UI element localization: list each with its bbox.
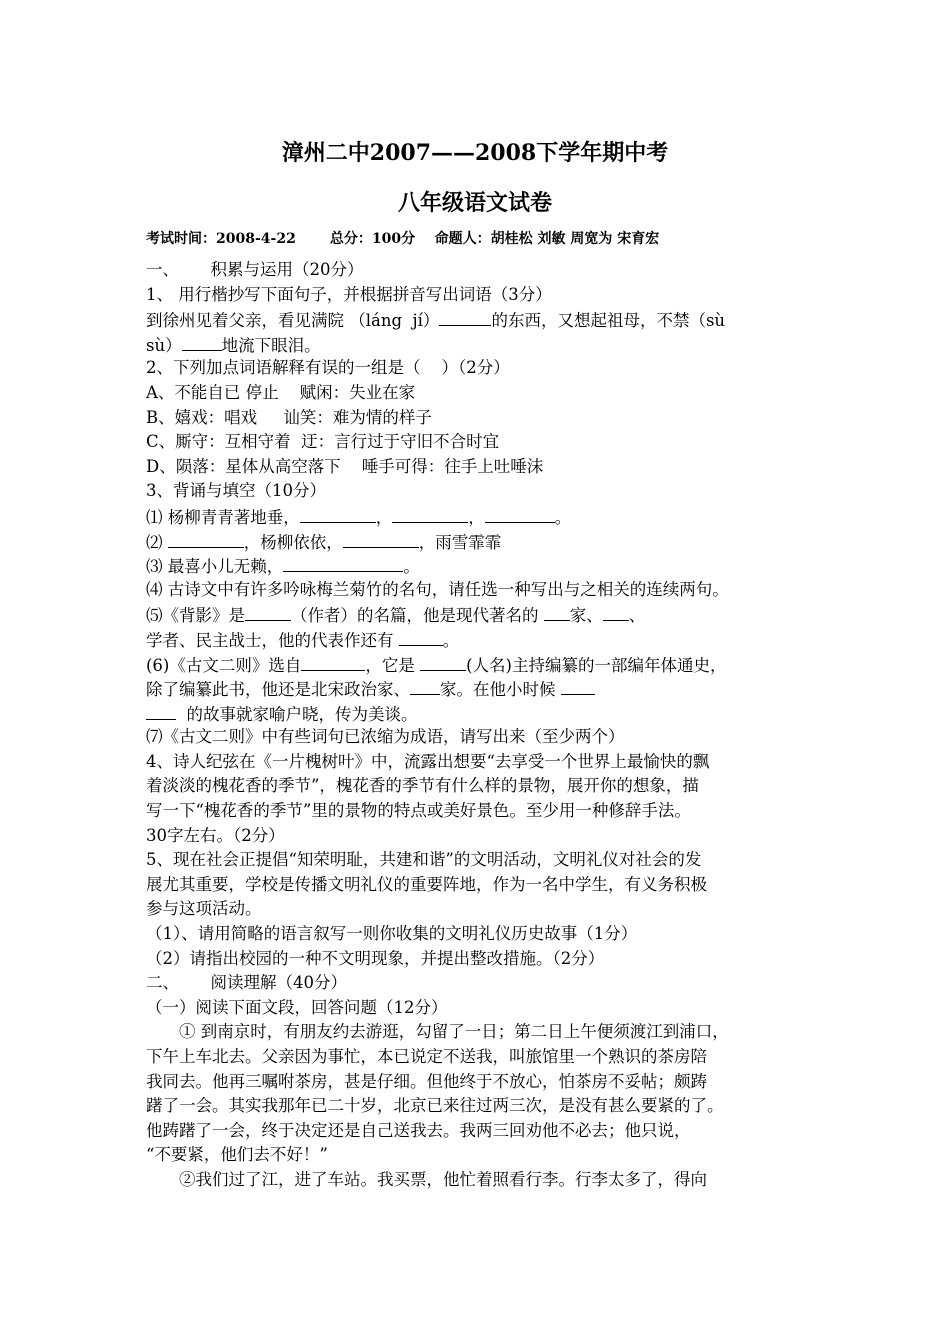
question-3-6 bbox=[146, 652, 826, 677]
passage-line: ②我们过了江，进了车站。我买票，他忙着照看行李。行李太多了，得向 bbox=[179, 1169, 707, 1189]
passage-line: 我同去。他再三嘱咐茶房，甚是仔细。但他终于不放心，怕茶房不妥帖；颇踌 bbox=[146, 1071, 707, 1091]
answer-blank[interactable] bbox=[603, 602, 629, 621]
question-5-text: 展尤其重要，学校是传播文明礼仪的重要阵地，作为一名中学生，有义务积极 bbox=[146, 874, 707, 894]
question-3: 3、背诵与填空（10分） bbox=[146, 481, 326, 501]
exam-subtitle: 八年级语文试卷 bbox=[397, 190, 552, 216]
option-b: B、嬉戏：唱戏 讪笑：难为情的样子 bbox=[146, 407, 432, 427]
text-span: 到徐州见着父亲，看见满院 （láng jí） bbox=[146, 311, 440, 331]
answer-blank[interactable] bbox=[439, 307, 491, 326]
option-a: A、不能自已 停止 赋闲：失业在家 bbox=[146, 382, 416, 402]
question-5-text: 参与这项活动。 bbox=[146, 899, 262, 919]
section-heading: 二、 阅读理解（40分） bbox=[146, 973, 347, 993]
exam-title: 漳州二中2007——2008下学年期中考 bbox=[281, 140, 669, 166]
question-5-1: （1）、请用简略的语言叙写一则你收集的文明礼仪历史故事（1分） bbox=[146, 924, 638, 944]
text-span: 。 bbox=[554, 507, 572, 527]
passage-line: 躇了一会。其实我那年已二十岁，北京已来往过两三次，是没有甚么要紧的了。 bbox=[146, 1096, 724, 1116]
text-span: 除了编纂此书，他还是北宋政治家、 bbox=[146, 680, 410, 700]
question-3-6-cont bbox=[146, 676, 826, 701]
question-1-text bbox=[146, 307, 826, 332]
answer-blank[interactable] bbox=[420, 652, 466, 671]
text-span: sù） bbox=[146, 335, 182, 355]
text-span: ，杨柳依依， bbox=[243, 532, 343, 552]
text-span: （作者）的名篇，他是现代著名的 bbox=[291, 606, 544, 626]
answer-blank[interactable] bbox=[561, 676, 595, 695]
text-span: 地流下眼泪。 bbox=[221, 335, 321, 355]
text-span: 的故事就家喻户晓，传为美谈。 bbox=[176, 704, 418, 724]
text-span: (6)《古文二则》选自 bbox=[146, 655, 302, 675]
question-3-6-cont bbox=[146, 701, 826, 726]
text-span: ，它是 bbox=[365, 655, 421, 675]
passage-line: “不要紧，他们去不好！” bbox=[146, 1145, 328, 1165]
question-5: 5、现在社会正提倡“知荣明耻，共建和谐”的文明活动，文明礼仪对社会的发 bbox=[146, 850, 702, 870]
question-3-5-cont bbox=[146, 627, 826, 652]
text-span: ⑵ bbox=[146, 532, 168, 552]
exam-body bbox=[146, 258, 826, 1193]
option-c: C、厮守：互相守着 迂：言行过于守旧不合时宜 bbox=[146, 432, 500, 452]
question-5-2: （2）请指出校园的一种不文明现象，并提出整改措施。（2分） bbox=[146, 948, 605, 968]
text-span: 家、 bbox=[569, 606, 603, 626]
text-span: (人名)主持编纂的一部编年体通史， bbox=[466, 655, 727, 675]
answer-blank[interactable] bbox=[182, 332, 222, 351]
question-4-text: 写一下“槐花香的季节”里的景物的特点或美好景色。至少用一种修辞手法。 bbox=[146, 801, 691, 821]
answer-blank[interactable] bbox=[168, 529, 244, 548]
question-2: 2、下列加点词语解释有误的一组是（ ）（2分） bbox=[146, 358, 510, 378]
option-d: D、陨落：星体从高空落下 唾手可得：往手上吐唾沫 bbox=[146, 456, 544, 476]
text-span: 、 bbox=[628, 606, 646, 626]
question-1-text bbox=[146, 332, 826, 357]
text-span: 。 bbox=[442, 630, 460, 650]
question-3-3 bbox=[146, 553, 826, 578]
answer-blank[interactable] bbox=[399, 627, 443, 646]
answer-blank[interactable] bbox=[300, 504, 376, 523]
text-span: 的东西，又想起祖母，不禁（sù bbox=[491, 311, 726, 331]
exam-meta: 考试时间：2008-4-22 总分：100分 命题人：胡桂松 刘敏 周宽为 宋育宏 bbox=[146, 231, 660, 247]
passage-line: ① 到南京时，有朋友约去游逛，勾留了一日；第二日上午便须渡江到浦口， bbox=[179, 1022, 729, 1042]
question-3-2 bbox=[146, 529, 826, 554]
question-3-5 bbox=[146, 602, 826, 627]
text-span: ⑴ 杨柳青青著地垂， bbox=[146, 507, 300, 527]
question-3-4: ⑷ 古诗文中有许多吟咏梅兰菊竹的名句，请任选一种写出与之相关的连续两句。 bbox=[146, 579, 729, 599]
question-4-text: 着淡淡的槐花香的季节”，槐花香的季节有什么样的景物，展开你的想象，描 bbox=[146, 776, 699, 796]
answer-blank[interactable] bbox=[392, 504, 468, 523]
text-span: ⑸《背影》是 bbox=[146, 606, 245, 626]
reading-heading: （一）阅读下面文段，回答问题（12分） bbox=[146, 997, 448, 1017]
text-span: 学者、民主战士，他的代表作还有 bbox=[146, 630, 399, 650]
answer-blank[interactable] bbox=[343, 529, 419, 548]
question-4: 4、诗人纪弦在《一片槐树叶》中，流露出想要“去享受一个世界上最愉快的飘 bbox=[146, 751, 710, 771]
text-span: ⑶ 最喜小儿无赖， bbox=[146, 557, 284, 577]
question-1: 1、 用行楷抄写下面句子，并根据拼音写出词语（3分） bbox=[146, 284, 552, 304]
text-span: ， bbox=[375, 507, 393, 527]
section-heading: 一、 积累与运用（20分） bbox=[146, 260, 364, 279]
text-span: ， bbox=[468, 507, 485, 527]
answer-blank[interactable] bbox=[146, 701, 176, 720]
text-span: 家。在他小时候 bbox=[440, 680, 561, 700]
text-span: 。 bbox=[403, 557, 420, 577]
answer-blank[interactable] bbox=[410, 676, 440, 695]
text-span: ，雨雪霏霏 bbox=[418, 532, 502, 552]
answer-blank[interactable] bbox=[283, 553, 403, 572]
answer-blank[interactable] bbox=[485, 504, 555, 523]
answer-blank[interactable] bbox=[544, 602, 570, 621]
question-3-1 bbox=[146, 504, 826, 529]
answer-blank[interactable] bbox=[245, 602, 291, 621]
question-3-7: ⑺《古文二则》中有些词句已浓缩为成语，请写出来（至少两个） bbox=[146, 727, 625, 747]
passage-line: 下午上车北去。父亲因为事忙，本已说定不送我，叫旅馆里一个熟识的茶房陪 bbox=[146, 1047, 707, 1066]
passage-line: 他踌躇了一会，终于决定还是自己送我去。我两三回劝他不必去；他只说， bbox=[146, 1120, 691, 1140]
question-4-text: 30字左右。（2分） bbox=[146, 825, 285, 845]
answer-blank[interactable] bbox=[301, 652, 365, 671]
